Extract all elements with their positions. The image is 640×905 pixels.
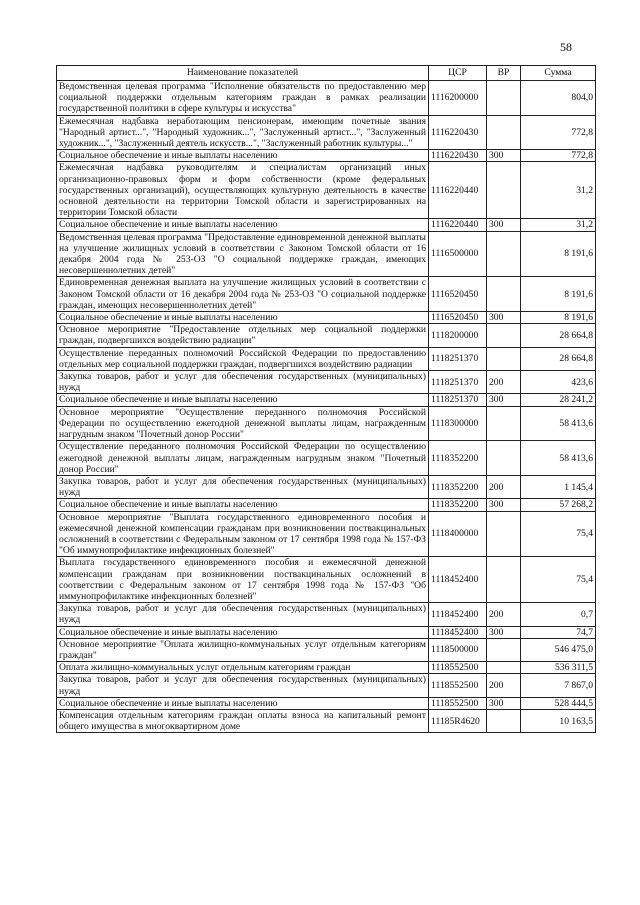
table-row bbox=[57, 499, 596, 511]
budget-table bbox=[56, 65, 596, 733]
vr-cell: 300 bbox=[487, 150, 521, 162]
sum-cell: 31,2 bbox=[521, 219, 596, 231]
name-cell: Осуществление переданных полномочий Российской Федерации по предоставлению отдельных мер социальной поддержки граждан, подвергшихся воздействию радиации bbox=[57, 347, 429, 370]
table-row bbox=[57, 441, 596, 476]
sum-cell: 28 664,8 bbox=[521, 324, 596, 347]
csr-cell: 11185R4620 bbox=[429, 709, 487, 732]
vr-cell: 200 bbox=[487, 603, 521, 626]
sum-cell: 28 664,8 bbox=[521, 347, 596, 370]
name-cell: Социальное обеспечение и иные выплаты населению bbox=[57, 150, 429, 162]
table-row bbox=[57, 557, 596, 603]
table-row bbox=[57, 603, 596, 626]
table-row bbox=[57, 231, 596, 277]
sum-cell: 28 241,2 bbox=[521, 394, 596, 406]
table-row bbox=[57, 638, 596, 661]
csr-cell: 1118352200 bbox=[429, 475, 487, 498]
table-row bbox=[57, 277, 596, 312]
name-cell: Ведомственная целевая программа "Предоставление единовременной денежной выплаты на улучшение жилищных условий в соответствии с Законом Томской области от 16 декабря 2004 года № 253-ОЗ "О социальной поддержке граждан, имеющих несовершеннолетних детей" bbox=[57, 231, 429, 277]
csr-cell: 1116200000 bbox=[429, 81, 487, 116]
table-row bbox=[57, 115, 596, 150]
table-row bbox=[57, 511, 596, 557]
name-cell: Закупка товаров, работ и услуг для обеспечения государственных (муниципальных) нужд bbox=[57, 603, 429, 626]
name-cell: Закупка товаров, работ и услуг для обеспечения государственных (муниципальных) нужд bbox=[57, 674, 429, 697]
csr-cell: 1118452400 bbox=[429, 626, 487, 638]
table-row bbox=[57, 81, 596, 116]
vr-cell bbox=[487, 511, 521, 557]
name-cell: Оплата жилищно-коммунальных услуг отдельным категориям граждан bbox=[57, 662, 429, 674]
csr-cell: 1118251370 bbox=[429, 394, 487, 406]
name-cell: Основное мероприятие "Выплата государственного единовременного пособия и ежемесячной денежной компенсации гражданам при возникновении поствакцинальных осложнений в соответствии с Федеральным законом от 17 сентября 1998 года № 157-ФЗ "Об иммунопрофилактике инфекционных болезней" bbox=[57, 511, 429, 557]
sum-cell: 423,6 bbox=[521, 371, 596, 394]
name-cell: Закупка товаров, работ и услуг для обеспечения государственных (муниципальных) нужд bbox=[57, 475, 429, 498]
csr-cell: 1118552500 bbox=[429, 674, 487, 697]
csr-cell: 1116220430 bbox=[429, 150, 487, 162]
sum-cell: 772,8 bbox=[521, 115, 596, 150]
csr-cell: 1118352200 bbox=[429, 441, 487, 476]
table-row bbox=[57, 674, 596, 697]
sum-cell: 75,4 bbox=[521, 557, 596, 603]
vr-cell: 200 bbox=[487, 674, 521, 697]
table-row bbox=[57, 162, 596, 219]
header-vr: ВР bbox=[487, 66, 521, 81]
table-row bbox=[57, 324, 596, 347]
table-row bbox=[57, 371, 596, 394]
name-cell: Ежемесячная надбавка неработающим пенсионерам, имеющим почетные звания "Народный артист...", "Народный художник...", "Заслуженный артист...", "Заслуженный художник...", "Заслуженный деятель искусств...", "Заслуженный работник культуры..." bbox=[57, 115, 429, 150]
csr-cell: 1116220440 bbox=[429, 219, 487, 231]
name-cell: Социальное обеспечение и иные выплаты населению bbox=[57, 394, 429, 406]
vr-cell bbox=[487, 231, 521, 277]
sum-cell: 804,0 bbox=[521, 81, 596, 116]
csr-cell: 1118200000 bbox=[429, 324, 487, 347]
table-row bbox=[57, 219, 596, 231]
csr-cell: 1118452400 bbox=[429, 557, 487, 603]
name-cell: Осуществление переданного полномочия Российской Федерации по осуществлению ежегодной денежной выплаты лицам, награжденным нагрудным знаком "Почетный донор России" bbox=[57, 441, 429, 476]
sum-cell: 75,4 bbox=[521, 511, 596, 557]
table-row bbox=[57, 312, 596, 324]
name-cell: Выплата государственного единовременного пособия и ежемесячной денежной компенсации гражданам при возникновении поствакцинальных осложнений в соответствии с Федеральным законом от 17 сентября 1998 года № 157-ФЗ "Об иммунопрофилактике инфекционных болезней" bbox=[57, 557, 429, 603]
name-cell: Социальное обеспечение и иные выплаты населению bbox=[57, 626, 429, 638]
sum-cell: 8 191,6 bbox=[521, 312, 596, 324]
table-row bbox=[57, 394, 596, 406]
header-name: Наименование показателей bbox=[57, 66, 429, 81]
vr-cell bbox=[487, 557, 521, 603]
sum-cell: 58 413,6 bbox=[521, 406, 596, 441]
table-row bbox=[57, 626, 596, 638]
header-sum: Сумма bbox=[521, 66, 596, 81]
name-cell: Основное мероприятие "Оплата жилищно-коммунальных услуг отдельным категориям граждан" bbox=[57, 638, 429, 661]
vr-cell bbox=[487, 638, 521, 661]
name-cell: Социальное обеспечение и иные выплаты населению bbox=[57, 499, 429, 511]
name-cell: Единовременная денежная выплата на улучшение жилищных условий в соответствии с Законом Томской области от 16 декабря 2004 года № 253-ОЗ "О социальной поддержке граждан, имеющих несовершеннолетних детей" bbox=[57, 277, 429, 312]
name-cell: Социальное обеспечение и иные выплаты населению bbox=[57, 312, 429, 324]
vr-cell: 200 bbox=[487, 475, 521, 498]
vr-cell bbox=[487, 162, 521, 219]
csr-cell: 1116220440 bbox=[429, 162, 487, 219]
name-cell: Закупка товаров, работ и услуг для обеспечения государственных (муниципальных) нужд bbox=[57, 371, 429, 394]
sum-cell: 0,7 bbox=[521, 603, 596, 626]
csr-cell: 1118400000 bbox=[429, 511, 487, 557]
csr-cell: 1118500000 bbox=[429, 638, 487, 661]
name-cell: Социальное обеспечение и иные выплаты населению bbox=[57, 219, 429, 231]
table-row bbox=[57, 697, 596, 709]
table-row bbox=[57, 347, 596, 370]
vr-cell: 300 bbox=[487, 394, 521, 406]
sum-cell: 7 867,0 bbox=[521, 674, 596, 697]
table-row bbox=[57, 475, 596, 498]
vr-cell bbox=[487, 324, 521, 347]
sum-cell: 8 191,6 bbox=[521, 277, 596, 312]
sum-cell: 8 191,6 bbox=[521, 231, 596, 277]
sum-cell: 546 475,0 bbox=[521, 638, 596, 661]
name-cell: Ведомственная целевая программа "Исполнение обязательств по предоставлению мер социальной поддержки отдельным категориям граждан в рамках реализации государственной политики в сфере культуры и искусства" bbox=[57, 81, 429, 116]
vr-cell bbox=[487, 115, 521, 150]
vr-cell bbox=[487, 277, 521, 312]
sum-cell: 31,2 bbox=[521, 162, 596, 219]
table-row bbox=[57, 406, 596, 441]
sum-cell: 772,8 bbox=[521, 150, 596, 162]
vr-cell: 300 bbox=[487, 697, 521, 709]
csr-cell: 1118352200 bbox=[429, 499, 487, 511]
csr-cell: 1116520450 bbox=[429, 277, 487, 312]
csr-cell: 1118300000 bbox=[429, 406, 487, 441]
csr-cell: 1118452400 bbox=[429, 603, 487, 626]
name-cell: Социальное обеспечение и иные выплаты населению bbox=[57, 697, 429, 709]
sum-cell: 10 163,5 bbox=[521, 709, 596, 732]
sum-cell: 536 311,5 bbox=[521, 662, 596, 674]
vr-cell bbox=[487, 347, 521, 370]
vr-cell: 300 bbox=[487, 312, 521, 324]
sum-cell: 57 268,2 bbox=[521, 499, 596, 511]
vr-cell bbox=[487, 406, 521, 441]
header-csr: ЦСР bbox=[429, 66, 487, 81]
vr-cell: 300 bbox=[487, 499, 521, 511]
csr-cell: 1118251370 bbox=[429, 347, 487, 370]
name-cell: Компенсация отдельным категориям граждан оплаты взноса на капитальный ремонт общего имущества в многоквартирном доме bbox=[57, 709, 429, 732]
csr-cell: 1116520450 bbox=[429, 312, 487, 324]
sum-cell: 1 145,4 bbox=[521, 475, 596, 498]
name-cell: Основное мероприятие "Осуществление переданного полномочия Российской Федерации по осуществлению ежегодной денежной выплаты лицам, награжденным нагрудным знаком "Почетный донор России" bbox=[57, 406, 429, 441]
table-body bbox=[57, 81, 596, 733]
sum-cell: 74,7 bbox=[521, 626, 596, 638]
vr-cell: 200 bbox=[487, 371, 521, 394]
vr-cell bbox=[487, 441, 521, 476]
csr-cell: 1116500000 bbox=[429, 231, 487, 277]
table-header-row bbox=[57, 66, 596, 81]
page-number: 58 bbox=[560, 40, 572, 54]
name-cell: Основное мероприятие "Предоставление отдельных мер социальной поддержки граждан, подвергшихся воздействию радиации" bbox=[57, 324, 429, 347]
sum-cell: 58 413,6 bbox=[521, 441, 596, 476]
csr-cell: 1116220430 bbox=[429, 115, 487, 150]
vr-cell bbox=[487, 709, 521, 732]
vr-cell: 300 bbox=[487, 219, 521, 231]
csr-cell: 1118552500 bbox=[429, 697, 487, 709]
vr-cell bbox=[487, 662, 521, 674]
sum-cell: 528 444,5 bbox=[521, 697, 596, 709]
vr-cell bbox=[487, 81, 521, 116]
table-row bbox=[57, 150, 596, 162]
csr-cell: 1118251370 bbox=[429, 371, 487, 394]
vr-cell: 300 bbox=[487, 626, 521, 638]
table-row bbox=[57, 662, 596, 674]
name-cell: Ежемесячная надбавка руководителям и специалистам организаций иных организационно-правовых форм и форм собственности (кроме федеральных государственных организаций), осуществляющих культурную деятельность в качестве основной деятельности на территории Томской области и зарегистрированных на территории Томской области bbox=[57, 162, 429, 219]
table-row bbox=[57, 709, 596, 732]
csr-cell: 1118552500 bbox=[429, 662, 487, 674]
